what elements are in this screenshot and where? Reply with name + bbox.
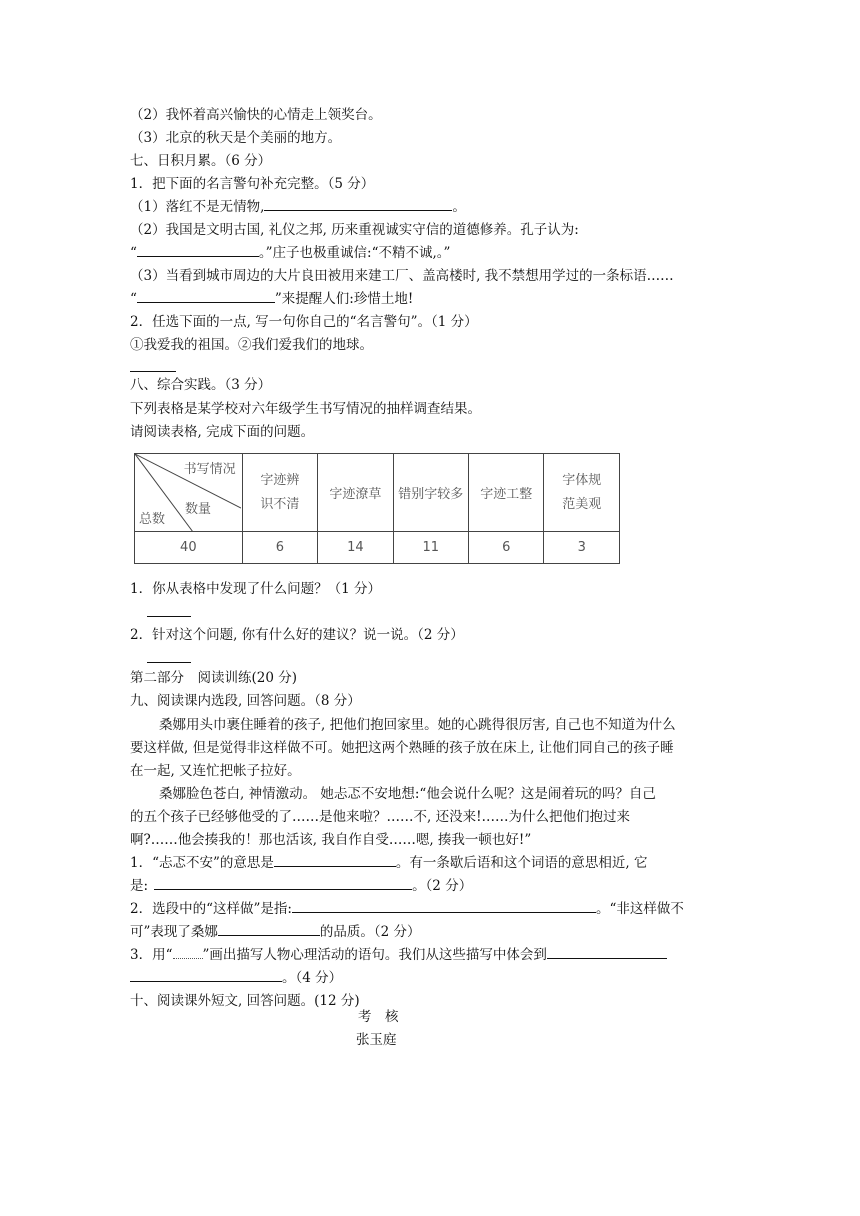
q7-sub1: 1．把下面的名言警句补充完整。（5 分） <box>130 176 375 192</box>
quote-open: “ <box>130 245 137 261</box>
passage-line: 啊?……他会揍我的！那也活该, 我自作自受……嗯, 揍我一顿也好!” <box>130 832 532 848</box>
q9-sub2-cont <box>130 921 421 943</box>
column-header: 字迹辨 识不清 <box>242 454 317 532</box>
passage-line: 桑娜用头巾裹住睡着的孩子, 把他们抱回家里。她的心跳得很厉害, 自己也不知道为什么 <box>159 717 676 733</box>
answer-blank[interactable] <box>218 921 320 936</box>
q8-sub2: 2．针对这个问题, 你有什么好的建议？说一说。（2 分） <box>130 627 464 643</box>
q7-heading: 七、日积月累。（6 分） <box>130 153 272 169</box>
answer-line[interactable] <box>147 616 191 617</box>
q9-sub2-text-2: 。“非这样做不 <box>595 901 684 917</box>
q9-sub3-text: 3．用“ <box>130 947 173 963</box>
answer-blank[interactable] <box>137 242 259 257</box>
q9-sub2-score: 的品质。（2 分） <box>319 924 421 940</box>
q9-sub1-text-2: 。有一条歇后语和这个词语的意思相近, 它 <box>395 855 648 871</box>
table-cell: 6 <box>242 532 317 564</box>
answer-blank[interactable] <box>154 875 412 890</box>
passage-line: 的五个孩子已经够他受的了……是他来啦？……不, 还没来!……为什么把他们抱过来 <box>130 809 631 825</box>
q7-p1-text: （1）落红不是无情物, <box>130 199 265 215</box>
q9-sub1-label: 是: <box>130 878 149 894</box>
q8-intro-1: 下列表格是某学校对六年级学生书写情况的抽样调查结果。 <box>130 401 481 417</box>
header-writing-status: 书写情况 <box>183 462 236 477</box>
column-header: 字迹潦草 <box>318 454 393 532</box>
passage-line: 要这样做, 但是觉得非这样做不可。她把这两个熟睡的孩子放在床上, 让他们同自己的孩子睡 <box>130 740 674 756</box>
table-cell: 40 <box>135 532 243 564</box>
dotted-underline-sample <box>173 948 203 959</box>
q9-sub1 <box>130 852 648 874</box>
table-cell: 14 <box>318 532 393 564</box>
quote-open: “ <box>130 291 137 307</box>
q8-intro-2: 请阅读表格, 完成下面的问题。 <box>130 424 315 440</box>
q7-p1-end: 。 <box>452 199 466 215</box>
header-total: 总数 <box>139 512 166 527</box>
q9-sub3 <box>130 944 667 966</box>
q6-item-3: （3）北京的秋天是个美丽的地方。 <box>130 130 342 146</box>
passage-line: 在一起, 又连忙把帐子拉好。 <box>130 763 301 779</box>
q7-p2b <box>130 242 450 264</box>
q9-sub1-cont <box>130 875 472 897</box>
q8-heading: 八、综合实践。（3 分） <box>130 377 272 393</box>
column-header: 字体规 范美观 <box>544 454 620 532</box>
header-count: 数量 <box>185 502 212 517</box>
q7-p3b-rest: ”来提醒人们:珍惜土地! <box>274 291 414 307</box>
q9-heading: 九、阅读课内选段, 回答问题。（8 分） <box>130 693 361 709</box>
answer-blank[interactable] <box>137 288 275 303</box>
q9-sub3-cont <box>130 967 342 989</box>
article-title: 考 核 <box>358 1009 399 1025</box>
q7-p2: （2）我国是文明古国, 礼仪之邦, 历来重视诚实守信的道德修养。孔子认为: <box>130 222 579 238</box>
q9-sub3-text-2: ”画出描写人物心理活动的语句。我们从这些描写中体会到 <box>202 947 547 963</box>
q7-options: ①我爱我的祖国。②我们爱我们的地球。 <box>130 337 373 353</box>
diagonal-header-cell <box>135 454 243 532</box>
q6-item-2: （2）我怀着高兴愉快的心情走上领奖台。 <box>130 107 382 123</box>
answer-blank[interactable] <box>547 944 667 959</box>
survey-table <box>134 453 620 564</box>
table-cell: 6 <box>469 532 544 564</box>
q9-sub2 <box>130 898 684 920</box>
q7-p2b-rest: 。”庄子也极重诚信:“不精不诚,。” <box>258 245 451 261</box>
q8-sub1: 1．你从表格中发现了什么问题？（1 分） <box>130 581 381 597</box>
q9-sub3-score: 。（4 分） <box>282 970 343 986</box>
q9-sub1-text: 1．“忐忑不安”的意思是 <box>130 855 274 871</box>
q10-heading: 十、阅读课外短文, 回答问题。(12 分) <box>130 993 360 1009</box>
answer-blank[interactable] <box>130 967 282 982</box>
q9-sub2-text-3: 可”表现了桑娜 <box>130 924 218 940</box>
answer-line[interactable] <box>130 371 176 372</box>
table-cell: 3 <box>544 532 620 564</box>
column-header: 错别字较多 <box>393 454 468 532</box>
part2-heading: 第二部分 阅读训练(20 分) <box>130 670 298 686</box>
answer-blank[interactable] <box>274 852 396 867</box>
answer-blank[interactable] <box>264 196 452 211</box>
q7-sub2: 2．任选下面的一点, 写一句你自己的“名言警句”。（1 分） <box>130 314 478 330</box>
answer-blank[interactable] <box>292 898 596 913</box>
q9-sub2-text: 2．选段中的“这样做”是指: <box>130 901 292 917</box>
q9-sub1-score: 。（2 分） <box>412 878 473 894</box>
q7-p3: （3）当看到城市周边的大片良田被用来建工厂、盖高楼时, 我不禁想用学过的一条标语…… <box>130 268 674 284</box>
passage-line: 桑娜脸色苍白, 神情激动。 她忐忑不安地想:“他会说什么呢？这是闹着玩的吗？自己 <box>159 786 656 802</box>
answer-line[interactable] <box>147 662 191 663</box>
q7-p3b <box>130 288 413 310</box>
column-header: 字迹工整 <box>469 454 544 532</box>
table-cell: 11 <box>393 532 468 564</box>
q7-p1 <box>130 196 466 218</box>
article-author: 张玉庭 <box>356 1032 397 1048</box>
